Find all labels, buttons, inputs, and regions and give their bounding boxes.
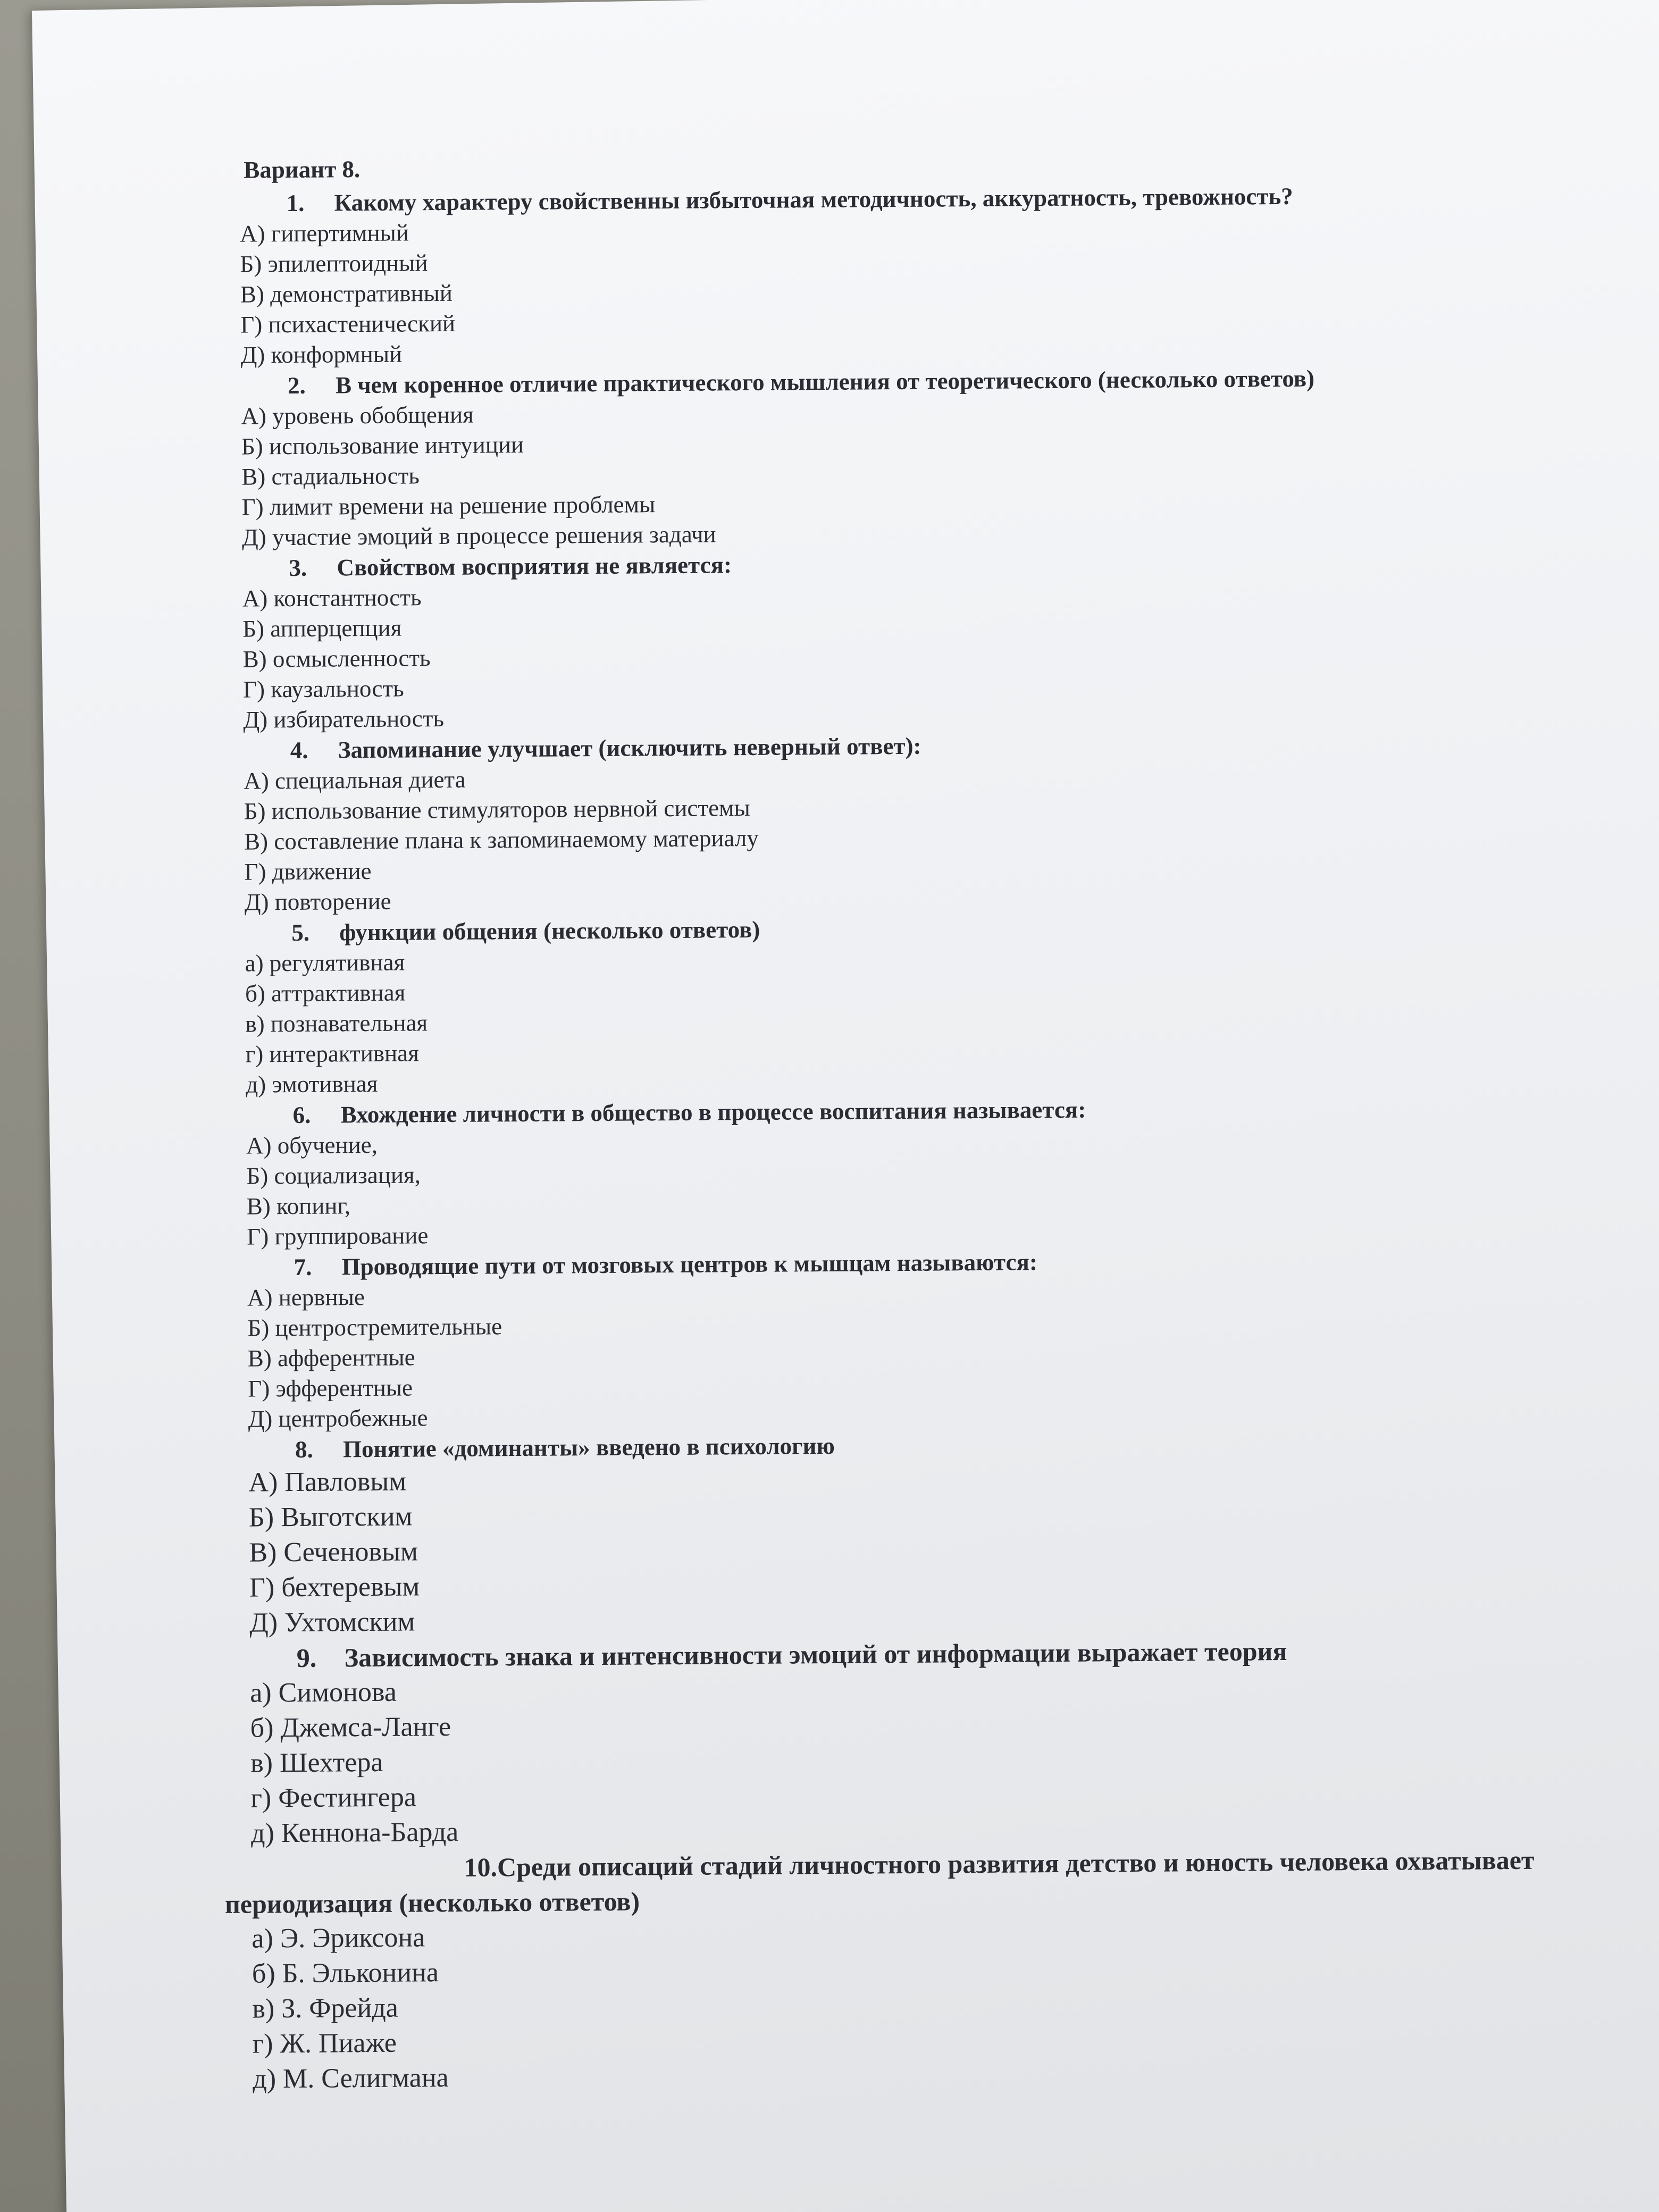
question-text: функции общения (несколько ответов) [339, 916, 760, 946]
answer-option: а) регулятивная [245, 949, 405, 977]
answer-options [223, 1666, 1586, 1851]
answer-option: Г) движение [244, 857, 372, 885]
question-text: Понятие «доминанты» введено в психологию [342, 1432, 835, 1463]
answer-option: Б) использование интуиции [241, 431, 524, 460]
answer-options [222, 1456, 1584, 1641]
answer-option: А) обучение, [246, 1131, 378, 1159]
answer-option: В) стадиальность [241, 462, 420, 490]
answer-option: д) эмотивная [246, 1070, 378, 1098]
answer-option: Г) лимит времени на решение проблемы [241, 491, 656, 521]
answer-option: б) Джемса-Ланге [250, 1711, 451, 1744]
answer-option: Г) бехтеревым [249, 1571, 420, 1603]
question-number: 4. [290, 736, 308, 764]
answer-option: а) Симонова [250, 1677, 397, 1708]
answer-option: Д) избирательность [243, 705, 445, 733]
question-9 [223, 1631, 1586, 1851]
answer-option: Г) каузальность [242, 675, 404, 703]
question-heading [224, 1842, 1544, 1922]
question-10 [224, 1842, 1587, 2097]
question-number: 9. [296, 1643, 317, 1673]
answer-options [225, 1912, 1587, 2097]
answer-option: А) уровень обобщения [241, 401, 474, 430]
question-text: Свойством восприятия не является: [337, 551, 732, 581]
question-6 [219, 1091, 1581, 1252]
answer-option: б) Б. Эльконина [252, 1957, 439, 1989]
question-text: Какому характеру свойственны избыточная методичность, аккуратность, тревожность? [334, 182, 1293, 216]
answer-option: А) специальная диета [244, 766, 466, 794]
answer-option: а) Э. Эриксона [252, 1922, 425, 1954]
question-7 [220, 1243, 1582, 1435]
answer-option: А) гипертимный [239, 219, 409, 247]
answer-options [217, 757, 1579, 918]
answer-option: Г) эфферентные [248, 1374, 413, 1402]
answer-option: г) интерактивная [245, 1040, 419, 1068]
answer-option: А) нервные [247, 1284, 365, 1311]
answer-option: в) Шехтера [250, 1747, 383, 1779]
question-8 [222, 1425, 1585, 1641]
question-number: 2. [287, 372, 306, 399]
answer-option: В) демонстративный [240, 279, 453, 308]
question-text: Зависимость знака и интенсивности эмоций от информации выражает теория [344, 1636, 1287, 1673]
answer-option: д) Кеннона-Барда [250, 1816, 459, 1849]
answer-option: В) составление плана к запоминаемому материалу [244, 824, 759, 855]
answer-option: В) осмысленность [242, 644, 431, 673]
answer-option: Б) социализация, [246, 1161, 421, 1189]
question-number: 1. [286, 189, 305, 217]
answer-option: Г) психастенический [240, 309, 456, 338]
answer-options [221, 1273, 1583, 1435]
answer-option: Б) апперцепция [242, 614, 402, 642]
answer-option: Г) группирование [247, 1222, 429, 1250]
question-number: 5. [291, 919, 310, 946]
answer-options [216, 574, 1578, 735]
question-4 [217, 726, 1579, 918]
answer-option: Д) центробежные [248, 1404, 428, 1432]
answer-option: Д) повторение [244, 887, 391, 916]
answer-option: Д) участие эмоций в процессе решения задачи [241, 521, 716, 551]
answer-option: д) М. Селигмана [253, 2062, 449, 2094]
answer-option: Б) использование стимуляторов нервной системы [244, 794, 750, 825]
question-number: 6. [292, 1101, 311, 1128]
answer-option: Д) конформный [240, 340, 403, 368]
answer-options [213, 210, 1576, 371]
question-number: 10. [464, 1852, 498, 1882]
answer-options [220, 1121, 1582, 1252]
question-number: 3. [289, 554, 307, 582]
answer-option: А) константность [242, 584, 422, 612]
question-text: Среди описаций стадий личностного развития детство и юность человека охватывает периодизация (несколько ответов) [224, 1845, 1535, 1919]
question-text: Проводящие пути от мозговых центров к мышцам называются: [341, 1249, 1038, 1280]
question-text: В чем коренное отличие практического мышления от теоретического (несколько ответов) [335, 365, 1315, 399]
question-5 [218, 908, 1580, 1100]
question-text: Запоминание улучшает (исключить неверный ответ): [338, 732, 921, 764]
question-number: 8. [295, 1436, 313, 1463]
answer-option: А) Павловым [248, 1466, 407, 1498]
answer-option: в) познавательная [245, 1009, 428, 1037]
answer-option: В) копинг, [246, 1192, 351, 1220]
answer-option: В) Сеченовым [249, 1536, 418, 1568]
question-1 [213, 179, 1575, 371]
test-document [213, 145, 1587, 2097]
question-number: 7. [294, 1253, 312, 1280]
answer-option: Б) эпилептоидный [240, 249, 428, 278]
answer-option: г) Фестингера [250, 1782, 417, 1814]
answer-option: В) афферентные [247, 1344, 415, 1372]
answer-options [214, 392, 1577, 553]
answer-option: б) аттрактивная [245, 979, 406, 1007]
variant-title: Вариант 8. [244, 156, 361, 183]
answer-option: Б) центростремительные [247, 1313, 502, 1342]
answer-options [218, 939, 1580, 1100]
answer-option: г) Ж. Пиаже [252, 2027, 397, 2059]
question-3 [215, 543, 1578, 735]
answer-option: в) З. Фрейда [252, 1992, 398, 2024]
question-2 [214, 361, 1577, 553]
question-text: Вхождение личности в общество в процессе воспитания называется: [340, 1096, 1086, 1128]
answer-option: Д) Ухтомским [249, 1606, 415, 1638]
answer-option: Б) Выготским [248, 1501, 413, 1533]
